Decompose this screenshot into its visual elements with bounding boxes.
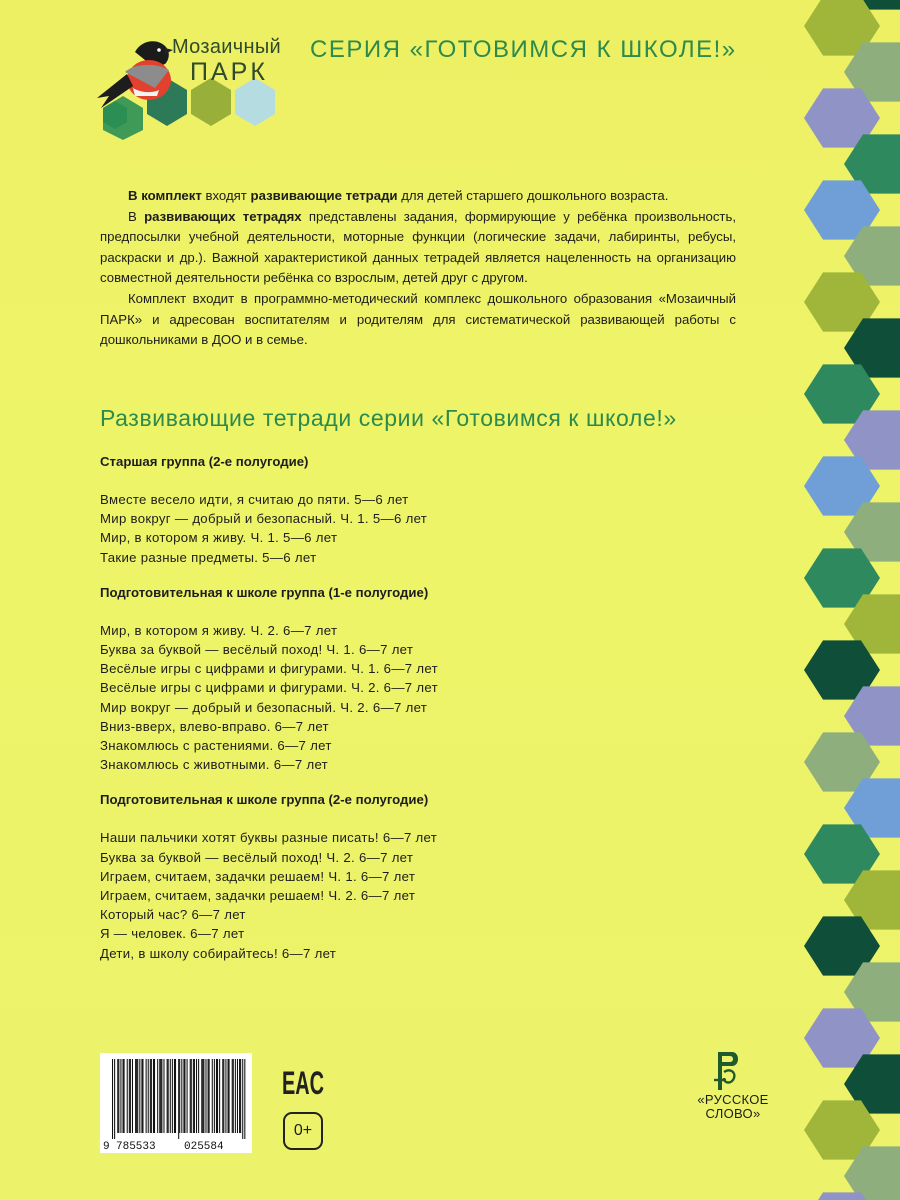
text-run: для детей старшего дошкольного возраста. <box>397 188 669 203</box>
workbook-item: Мир, в котором я живу. Ч. 2. 6—7 лет <box>100 622 338 638</box>
barcode-bar <box>184 1059 185 1133</box>
intro-paragraph-2 <box>100 207 736 289</box>
barcode-bar <box>175 1059 176 1133</box>
barcode-bar <box>183 1059 184 1133</box>
intro-text <box>100 186 736 351</box>
barcode-bar <box>214 1059 215 1133</box>
workbook-item: Играем, считаем, задачки решаем! Ч. 2. 6—7 лет <box>100 888 416 904</box>
barcode-bar <box>233 1059 234 1133</box>
workbook-item: Буква за буквой — весёлый поход! Ч. 2. 6—7 лет <box>100 849 414 865</box>
workbook-item: Мир, в котором я живу. Ч. 1. 5—6 лет <box>100 530 338 546</box>
barcode-bar <box>148 1059 149 1133</box>
barcode-bar <box>235 1059 236 1133</box>
barcode-bar <box>142 1059 143 1133</box>
text-run: представлены задания, формирующие у ребёнка произвольность, предпосылки учебной деятельности, моторные функции (логические задачи, лабиринты, ребусы, раскраски и др.). Важной характеристикой данных тетрадей является нацеленность на организацию совместной деятельности ребёнка со взрослым, детей друг с другом. <box>100 208 736 286</box>
barcode-bar <box>160 1059 161 1133</box>
barcode-bar <box>163 1059 164 1133</box>
barcode-bar <box>150 1059 151 1133</box>
barcode-bar <box>137 1059 138 1133</box>
barcode-bar <box>244 1059 245 1139</box>
bold-run: В комплект <box>128 188 202 203</box>
publisher-name-line1: «РУССКОЕ <box>697 1092 769 1107</box>
barcode-bar <box>123 1059 124 1133</box>
workbook-item: Буква за буквой — весёлый поход! Ч. 1. 6—7 лет <box>100 642 414 658</box>
barcode-bar <box>239 1059 240 1133</box>
workbook-item: Играем, считаем, задачки решаем! Ч. 1. 6—7 лет <box>100 868 416 884</box>
barcode-bar <box>118 1059 119 1133</box>
group-senior <box>100 452 660 567</box>
barcode-bar <box>117 1059 118 1133</box>
workbook-item: Вместе весело идти, я считаю до пяти. 5—6 лет <box>100 492 409 507</box>
barcode-bar <box>135 1059 136 1133</box>
intro-paragraph-3 <box>100 289 736 351</box>
workbook-item: Весёлые игры с цифрами и фигурами. Ч. 2. 6—7 лет <box>100 680 438 696</box>
text-run: Комплект входит в программно-методический комплекс дошкольного образования «Мозаичный ПАРК» и адресован воспитателям и родителям для систематической развивающей работы с дошкольниками в ДОО и в семье. <box>100 290 736 348</box>
workbook-item: Мир вокруг — добрый и безопасный. Ч. 2. 6—7 лет <box>100 699 428 715</box>
barcode-bar <box>196 1059 197 1133</box>
barcode-bar <box>198 1059 199 1133</box>
workbook-list <box>100 828 660 962</box>
workbook-item: Я — человек. 6—7 лет <box>100 926 245 942</box>
group-preparatory-1 <box>100 583 660 775</box>
barcode-bar <box>187 1059 188 1133</box>
eac-mark <box>281 1062 325 1101</box>
barcode-bar <box>222 1059 223 1133</box>
barcode-bar <box>136 1059 137 1133</box>
barcode-bar <box>223 1059 224 1133</box>
barcode-bar <box>167 1059 168 1133</box>
workbook-list <box>100 490 660 567</box>
workbook-item: Мир вокруг — добрый и безопасный. Ч. 1. 5—6 лет <box>100 511 428 527</box>
workbook-item: Наши пальчики хотят буквы разные писать! 6—7 лет <box>100 830 438 846</box>
eac-mark-text: EAC <box>282 1065 324 1101</box>
barcode-bar <box>208 1059 209 1133</box>
barcode-bar <box>203 1059 204 1133</box>
barcode-bar <box>112 1059 113 1139</box>
barcode-bar <box>237 1059 238 1133</box>
barcode-bar <box>172 1059 173 1133</box>
group-title: Подготовительная к школе группа (2-е полугодие) <box>100 792 429 808</box>
text-run: В <box>128 208 145 224</box>
bold-run: развивающие тетради <box>250 188 398 203</box>
barcode-isbn <box>100 1053 252 1153</box>
barcode-bar <box>225 1059 226 1133</box>
barcode-bar <box>228 1059 229 1133</box>
publisher-name <box>678 1093 788 1121</box>
barcode-bar <box>216 1059 217 1133</box>
barcode-bar <box>124 1059 125 1133</box>
group-title: Подготовительная к школе группа (1-е полугодие) <box>100 584 429 600</box>
barcode-bar <box>194 1059 195 1133</box>
workbook-list <box>100 621 660 775</box>
barcode-bar <box>139 1059 140 1133</box>
barcode-bar <box>190 1059 191 1133</box>
hexagon-decoration-column <box>790 0 900 1200</box>
workbook-item: Знакомлюсь с животными. 6—7 лет <box>100 757 328 773</box>
barcode-bar <box>217 1059 218 1133</box>
barcode-bar <box>174 1059 175 1133</box>
logo-text-line1: Мозаичный <box>172 36 281 58</box>
barcode-digits-right: 025584 <box>184 1141 224 1153</box>
barcode-bar <box>232 1059 233 1133</box>
barcode-bar <box>168 1059 169 1133</box>
barcode-bar <box>178 1059 179 1139</box>
barcode-bar <box>146 1059 147 1133</box>
barcode-bar <box>130 1059 131 1133</box>
barcode-digit-prefix: 9 <box>103 1141 110 1153</box>
workbook-item: Такие разные предметы. 5—6 лет <box>100 549 317 565</box>
workbook-item: Который час? 6—7 лет <box>100 907 246 923</box>
age-rating-badge <box>283 1112 323 1150</box>
barcode-bar <box>179 1059 180 1133</box>
barcode-bar <box>191 1059 192 1133</box>
age-rating-text: 0+ <box>293 1122 313 1139</box>
intro-paragraph-1 <box>100 186 736 207</box>
barcode-bar <box>201 1059 202 1133</box>
barcode-bar <box>219 1059 220 1133</box>
barcode-bar <box>212 1059 213 1133</box>
barcode-digits-left: 785533 <box>116 1141 156 1153</box>
barcode-bar <box>242 1059 243 1139</box>
logo-text-line2: ПАРК <box>190 58 268 86</box>
barcode-bar <box>154 1059 155 1133</box>
barcode-bar <box>132 1059 133 1133</box>
barcode-bar <box>240 1059 241 1133</box>
barcode-bar <box>114 1059 115 1139</box>
barcode-bar <box>229 1059 230 1133</box>
text-run: входят <box>201 188 251 203</box>
barcode-bar <box>159 1059 160 1133</box>
group-preparatory-2 <box>100 790 660 962</box>
workbook-item: Знакомлюсь с растениями. 6—7 лет <box>100 738 332 754</box>
barcode-bar <box>127 1059 128 1133</box>
barcode-bar <box>157 1059 158 1133</box>
barcode-bar <box>151 1059 152 1133</box>
workbook-item: Дети, в школу собирайтесь! 6—7 лет <box>100 945 337 961</box>
barcode-bar <box>129 1059 130 1133</box>
barcode-bar <box>202 1059 203 1133</box>
group-title: Старшая группа (2-е полугодие) <box>100 454 309 469</box>
barcode-bar <box>181 1059 182 1133</box>
series-title: СЕРИЯ «ГОТОВИМСЯ К ШКОЛЕ!» <box>310 36 737 63</box>
barcode-bar <box>161 1059 162 1133</box>
barcode-bar <box>120 1059 121 1133</box>
russkoe-slovo-letter-icon <box>710 1050 744 1092</box>
workbook-item: Весёлые игры с цифрами и фигурами. Ч. 1. 6—7 лет <box>100 661 438 677</box>
barcode-bar <box>209 1059 210 1133</box>
barcode-bar <box>193 1059 194 1133</box>
workbook-groups <box>100 452 660 979</box>
publisher-name-line2: СЛОВО» <box>705 1106 761 1121</box>
barcode-bar <box>153 1059 154 1133</box>
section-title: Развивающие тетради серии «Готовимся к школе!» <box>100 405 677 431</box>
barcode-bar <box>170 1059 171 1133</box>
bold-run: развивающих тетрадях <box>144 208 302 224</box>
barcode-bar <box>141 1059 142 1133</box>
barcode-bar <box>205 1059 206 1133</box>
workbook-item: Вниз-вверх, влево-вправо. 6—7 лет <box>100 718 329 734</box>
